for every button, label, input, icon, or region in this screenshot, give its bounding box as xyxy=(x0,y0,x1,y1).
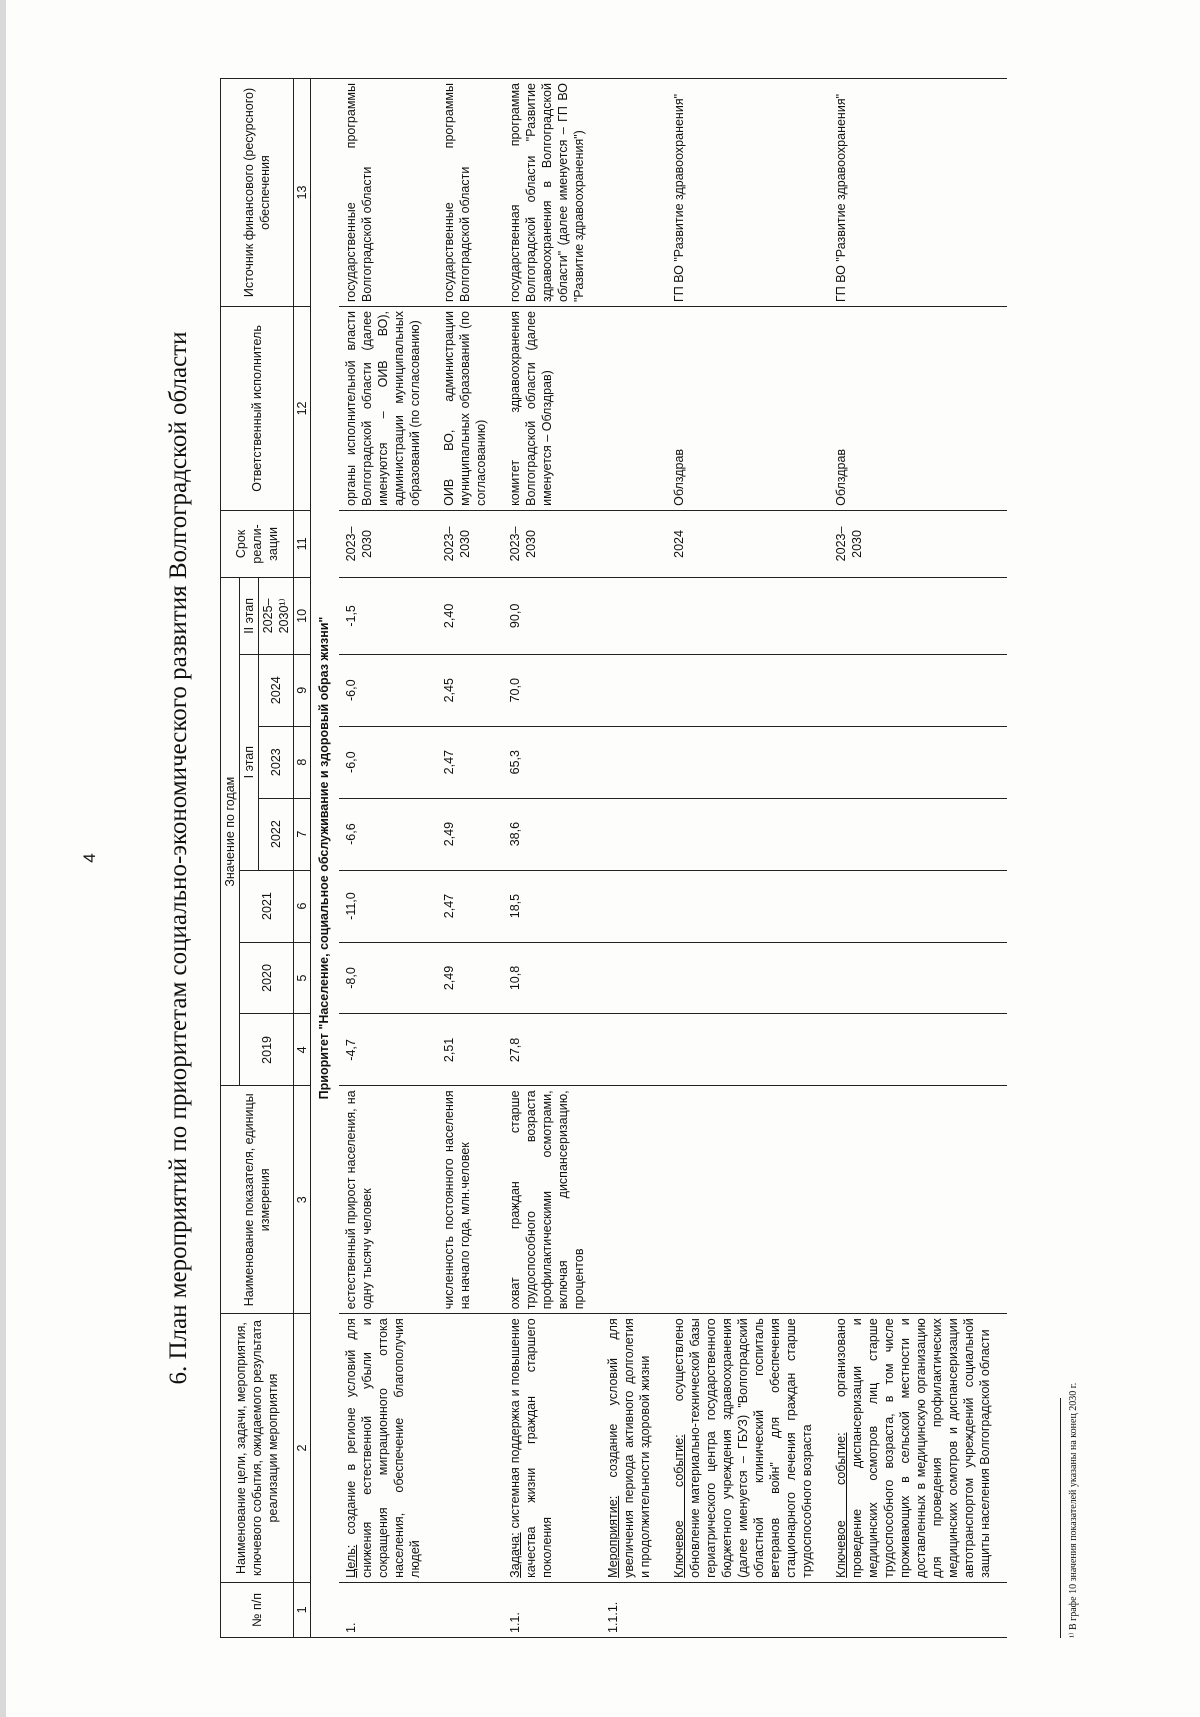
col-number: 9 xyxy=(294,654,311,726)
row-name-text: осуществлено обновление материально-технической базы гериатрического центра государственного бюджетного учреждения здравоохранения (далее именуется – ГБУЗ) "Волгоградский областной клинический госпиталь ветеранов войн" для обеспечения стационарного лечения граждан старше трудоспособного возраста xyxy=(672,1318,814,1578)
footnote: ¹⁾ В графе 10 значения показателей указаны на конец 2030 г. xyxy=(1068,1382,1079,1638)
value-2025-2030 xyxy=(667,578,829,655)
value-2019: -4,7 xyxy=(339,1014,437,1086)
row-indicator: естественный прирост населения, на одну тысячу человек xyxy=(339,1086,437,1314)
row-num xyxy=(437,1582,503,1637)
scan-edge-shadow xyxy=(0,0,6,1717)
value-2021: 2,47 xyxy=(437,870,503,942)
value-2024: 70,0 xyxy=(503,654,601,726)
header-values-by-year: Значение по годам xyxy=(221,578,240,1086)
table-row xyxy=(339,79,437,1638)
row-source: государственные программы Волгоградской области xyxy=(437,79,503,307)
header-year-2021: 2021 xyxy=(240,870,294,942)
row-name-text: организовано проведение диспансеризации и медицинских осмотров лиц старше трудоспособного возраста, в том числе проживающих в сельской местности и доставленных в медицинскую организацию для проведения профилактических медицинских осмотров и диспансеризации автотранспортом учреждений социальной защиты населения Волгоградской области xyxy=(834,1318,992,1578)
value-2021 xyxy=(829,870,1007,942)
header-stage-1: I этап xyxy=(240,654,259,870)
value-2024: 2,45 xyxy=(437,654,503,726)
row-name-text: создание в регионе условий для снижения естественной убыли и сокращения миграционного оттока населения, обеспечение благополучия людей xyxy=(344,1318,422,1578)
col-number: 5 xyxy=(294,942,311,1014)
table-row xyxy=(437,79,503,1638)
value-2025-2030: 90,0 xyxy=(503,578,601,655)
table-row xyxy=(503,79,601,1638)
row-term xyxy=(601,510,667,577)
row-indicator: численность постоянного населения на начало года, млн.человек xyxy=(437,1086,503,1314)
value-2024 xyxy=(829,654,1007,726)
value-2024: -6,0 xyxy=(339,654,437,726)
col-number: 8 xyxy=(294,726,311,798)
value-2022: 2,49 xyxy=(437,798,503,870)
header-executor: Ответственный исполнитель xyxy=(221,307,294,511)
row-term: 2023–2030 xyxy=(503,510,601,577)
row-executor: ОИВ ВО, администрации муниципальных образований (по согласованию) xyxy=(437,307,503,511)
row-indicator: охват граждан старше трудоспособного возраста профилактическими осмотрами, включая диспансеризацию, процентов xyxy=(503,1086,601,1314)
row-executor: Облздрав xyxy=(829,307,1007,511)
value-2024 xyxy=(601,654,667,726)
col-number: 13 xyxy=(294,79,311,307)
col-number: 11 xyxy=(294,510,311,577)
value-2023: 65,3 xyxy=(503,726,601,798)
row-name xyxy=(339,1314,437,1583)
header-year-2024: 2024 xyxy=(259,654,294,726)
row-source: государственные программы Волгоградской области xyxy=(339,79,437,307)
row-name xyxy=(829,1314,1007,1583)
value-2019: 27,8 xyxy=(503,1014,601,1086)
row-term: 2024 xyxy=(667,510,829,577)
header-source: Источник финансового (ресурсного) обеспечения xyxy=(221,79,294,307)
value-2019 xyxy=(601,1014,667,1086)
priority-row xyxy=(311,79,340,1638)
document-title: 6. План мероприятий по приоритетам социально-экономического развития Волгоградской области xyxy=(165,331,192,1385)
value-2024 xyxy=(667,654,829,726)
header-indicator: Наименование показателя, единицы измерения xyxy=(221,1086,294,1314)
col-number: 1 xyxy=(294,1582,311,1637)
value-2022: -6,6 xyxy=(339,798,437,870)
col-number: 7 xyxy=(294,798,311,870)
row-num: 1.1. xyxy=(503,1582,601,1637)
row-term: 2023–2030 xyxy=(339,510,437,577)
value-2021 xyxy=(601,870,667,942)
row-name-label: Мероприятие: xyxy=(606,1495,620,1578)
value-2020: -8,0 xyxy=(339,942,437,1014)
header-year-2025-2030: 2025–2030¹⁾ xyxy=(259,578,294,655)
value-2021 xyxy=(667,870,829,942)
header-term: Срок реали-зации xyxy=(221,510,294,577)
row-name-label: Задача: xyxy=(508,1532,522,1578)
header-name: Наименование цели, задачи, мероприятия, ключевого события, ожидаемого результата реализации мероприятия xyxy=(221,1314,294,1583)
header-year-2022: 2022 xyxy=(259,798,294,870)
row-num xyxy=(667,1582,829,1637)
column-number-row xyxy=(294,79,311,1638)
value-2019 xyxy=(667,1014,829,1086)
priority-heading: Приоритет "Население, социальное обслуживание и здоровый образ жизни" xyxy=(311,79,340,1638)
value-2019: 2,51 xyxy=(437,1014,503,1086)
value-2023: 2,47 xyxy=(437,726,503,798)
value-2020: 2,49 xyxy=(437,942,503,1014)
value-2021: -11,0 xyxy=(339,870,437,942)
row-num: 1. xyxy=(339,1582,437,1637)
table-row xyxy=(601,79,667,1638)
row-source xyxy=(601,79,667,307)
row-source: ГП ВО "Развитие здравоохранения" xyxy=(829,79,1007,307)
row-name xyxy=(437,1314,503,1583)
plan-table xyxy=(220,78,1007,1638)
row-name xyxy=(667,1314,829,1583)
header-num: № п/п xyxy=(221,1582,294,1637)
value-2022 xyxy=(829,798,1007,870)
table-header xyxy=(221,79,311,1638)
value-2023 xyxy=(601,726,667,798)
row-name-label: Ключевое событие: xyxy=(834,1432,848,1578)
table-body xyxy=(311,79,1008,1638)
row-name-text: системная поддержка и повышение качества жизни граждан старшего поколения xyxy=(508,1318,554,1578)
row-indicator xyxy=(601,1086,667,1314)
col-number: 10 xyxy=(294,578,311,655)
row-num: 1.1.1. xyxy=(601,1582,667,1637)
value-2023 xyxy=(667,726,829,798)
value-2021: 18,5 xyxy=(503,870,601,942)
col-number: 6 xyxy=(294,870,311,942)
col-number: 4 xyxy=(294,1014,311,1086)
row-name-text: создание условий для увеличения периода активного долголетия и продолжительности здоровой жизни xyxy=(606,1318,652,1578)
col-number: 2 xyxy=(294,1314,311,1583)
header-year-2023: 2023 xyxy=(259,726,294,798)
header-year-2020: 2020 xyxy=(240,942,294,1014)
row-executor: Облздрав xyxy=(667,307,829,511)
value-2022: 38,6 xyxy=(503,798,601,870)
value-2025-2030 xyxy=(601,578,667,655)
col-number: 12 xyxy=(294,307,311,511)
header-stage-2: II этап xyxy=(240,578,259,655)
row-name-label: Цель: xyxy=(344,1544,358,1578)
row-indicator xyxy=(829,1086,1007,1314)
value-2022 xyxy=(601,798,667,870)
row-source: ГП ВО "Развитие здравоохранения" xyxy=(667,79,829,307)
value-2020: 10,8 xyxy=(503,942,601,1014)
table-row xyxy=(829,79,1007,1638)
value-2025-2030: -1,5 xyxy=(339,578,437,655)
row-indicator xyxy=(667,1086,829,1314)
row-name xyxy=(503,1314,601,1583)
value-2020 xyxy=(667,942,829,1014)
col-number: 3 xyxy=(294,1086,311,1314)
footnote-separator xyxy=(1060,1398,1061,1638)
header-year-2019: 2019 xyxy=(240,1014,294,1086)
row-term: 2023–2030 xyxy=(829,510,1007,577)
value-2019 xyxy=(829,1014,1007,1086)
row-num xyxy=(829,1582,1007,1637)
row-executor: комитет здравоохранения Волгоградской области (далее именуется – Облздрав) xyxy=(503,307,601,511)
value-2020 xyxy=(829,942,1007,1014)
value-2020 xyxy=(601,942,667,1014)
value-2023: -6,0 xyxy=(339,726,437,798)
value-2022 xyxy=(667,798,829,870)
value-2025-2030: 2,40 xyxy=(437,578,503,655)
table-row xyxy=(667,79,829,1638)
row-term: 2023–2030 xyxy=(437,510,503,577)
row-executor xyxy=(601,307,667,511)
row-executor: органы исполнительной власти Волгоградской области (далее именуются – ОИВ ВО), администрации муниципальных образований (по согласованию) xyxy=(339,307,437,511)
page-number: 4 xyxy=(80,853,99,863)
row-name xyxy=(601,1314,667,1583)
row-name-label: Ключевое событие: xyxy=(672,1434,686,1578)
row-source: государственная программа Волгоградской области "Развитие здравоохранения в Волгоградской области" (далее именуется – ГП ВО "Развитие здравоохранения") xyxy=(503,79,601,307)
rotated-document xyxy=(60,38,1140,1678)
value-2025-2030 xyxy=(829,578,1007,655)
value-2023 xyxy=(829,726,1007,798)
